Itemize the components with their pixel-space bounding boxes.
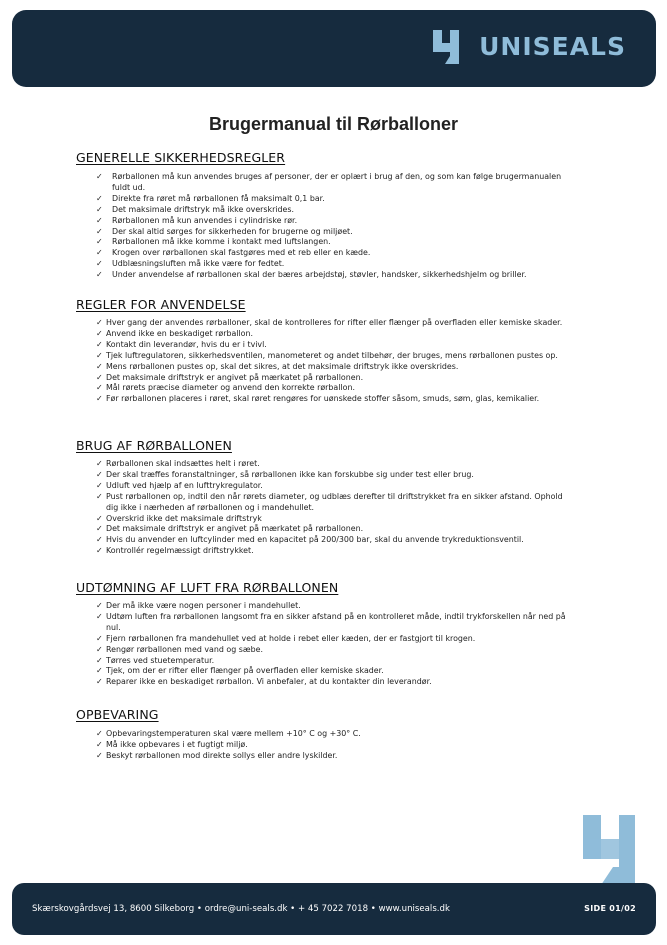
list-item-text: Tjek luftregulatoren, sikkerhedsventilen, manometeret og andet tilbehør, der bruges, mens rørballonen pustes op. — [106, 350, 558, 360]
list-item-text: Det maksimale driftstryk er angivet på mærkatet på rørballonen. — [106, 524, 364, 534]
list-item — [96, 524, 576, 535]
list-item — [96, 514, 576, 525]
checkmark-icon: ✓ — [96, 459, 103, 468]
checkmark-icon: ✓ — [96, 394, 103, 404]
checkmark-icon: ✓ — [96, 193, 103, 203]
checkmark-icon: ✓ — [96, 372, 103, 382]
list-item-text: Udtøm luften fra rørballonen langsomt fra en sikker afstand på en kontrolleret måde, indtil trykforskellen når ned på nul. — [106, 611, 566, 632]
rule-list — [96, 601, 576, 688]
rule-list — [96, 318, 576, 405]
list-item — [96, 270, 566, 281]
decorative-logo-mark — [583, 815, 657, 885]
list-item-text: Udblæsningsluften må ikke være for fedtet. — [112, 259, 285, 269]
section-balloon-use — [76, 438, 576, 557]
list-item — [96, 362, 576, 373]
list-item — [96, 677, 576, 688]
list-item — [96, 383, 576, 394]
section-heading: UDTØMNING AF LUFT FRA RØRBALLONEN — [76, 580, 339, 595]
list-item-text: Der skal træffes foranstaltninger, så rørballonen ikke kan forskubbe sig under test eller brug. — [106, 469, 474, 479]
footer-contact: Skærskovgårdsvej 13, 8600 Silkeborg • ordre@uni-seals.dk • + 45 7022 7018 • www.uniseals.dk — [32, 904, 450, 914]
checkmark-icon: ✓ — [96, 172, 103, 181]
list-item-text: Beskyt rørballonen mod direkte sollys eller andre lyskilder. — [106, 750, 338, 760]
list-item — [96, 470, 576, 481]
section-heading: OPBEVARING — [76, 707, 159, 722]
checkmark-icon: ✓ — [96, 328, 103, 338]
list-item — [96, 535, 576, 546]
checkmark-icon: ✓ — [96, 677, 103, 687]
section-general-safety — [76, 150, 576, 281]
checkmark-icon: ✓ — [96, 226, 103, 236]
checkmark-icon: ✓ — [96, 204, 103, 214]
list-item-text: Direkte fra røret må rørballonen få maksimalt 0,1 bar. — [112, 193, 325, 203]
checkmark-icon: ✓ — [96, 546, 103, 556]
rule-list — [96, 729, 576, 762]
list-item — [96, 329, 576, 340]
section-storage — [76, 707, 576, 762]
section-deflation — [76, 580, 576, 688]
uniseals-logo-icon — [433, 30, 471, 64]
checkmark-icon: ✓ — [96, 248, 103, 258]
list-item-text: Hver gang der anvendes rørballoner, skal de kontrolleres for rifter eller flænger på overfladen eller kemiske skader. — [106, 318, 563, 327]
list-item — [96, 227, 566, 238]
list-item-text: Reparer ikke en beskadiget rørballon. Vi anbefaler, at du kontakter din leverandør. — [106, 677, 432, 687]
list-item — [96, 351, 576, 362]
list-item-text: Rørballonen må kun anvendes bruges af personer, der er oplært i brug af den, og som kan følge brugermanualen fuldt ud. — [112, 172, 562, 192]
list-item-text: Hvis du anvender en luftcylinder med en kapacitet på 200/300 bar, skal du anvende trykreduktionsventil. — [106, 535, 524, 545]
list-item — [96, 216, 566, 227]
list-item — [96, 373, 576, 384]
list-item-text: Kontakt din leverandør, hvis du er i tvivl. — [106, 339, 267, 349]
list-item — [96, 248, 566, 259]
list-item-text: Rengør rørballonen med vand og sæbe. — [106, 644, 263, 654]
list-item — [96, 340, 576, 351]
checkmark-icon: ✓ — [96, 383, 103, 393]
list-item-text: Udluft ved hjælp af en lufttrykregulator. — [106, 480, 263, 490]
checkmark-icon: ✓ — [96, 339, 103, 349]
list-item — [96, 459, 576, 470]
checkmark-icon: ✓ — [96, 469, 103, 479]
checkmark-icon: ✓ — [96, 350, 103, 360]
checkmark-icon: ✓ — [96, 491, 103, 501]
checkmark-icon: ✓ — [96, 666, 103, 676]
checkmark-icon: ✓ — [96, 237, 103, 247]
list-item-text: Opbevaringstemperaturen skal være mellem +10° C og +30° C. — [106, 729, 361, 738]
list-item — [96, 729, 576, 740]
checkmark-icon: ✓ — [96, 318, 103, 327]
uniseals-logo — [433, 30, 626, 64]
checkmark-icon: ✓ — [96, 601, 103, 610]
checkmark-icon: ✓ — [96, 750, 103, 760]
checkmark-icon: ✓ — [96, 215, 103, 225]
list-item-text: Krogen over rørballonen skal fastgøres med et reb eller en kæde. — [112, 248, 371, 258]
list-item — [96, 492, 576, 514]
checkmark-icon: ✓ — [96, 259, 103, 269]
section-heading: REGLER FOR ANVENDELSE — [76, 297, 246, 312]
list-item — [96, 205, 566, 216]
rule-list — [96, 459, 576, 557]
list-item-text: Før rørballonen placeres i røret, skal røret rengøres for uønskede stoffer såsom, smuds, søm, glas, kemikalier. — [106, 394, 540, 404]
list-item — [96, 740, 576, 751]
list-item-text: Der skal altid sørges for sikkerheden for brugerne og miljøet. — [112, 226, 353, 236]
list-item-text: Fjern rørballonen fra mandehullet ved at holde i rebet eller kæden, der er fastgjort til krogen. — [106, 633, 476, 643]
checkmark-icon: ✓ — [96, 361, 103, 371]
section-heading: GENERELLE SIKKERHEDSREGLER — [76, 150, 286, 165]
list-item — [96, 318, 576, 329]
checkmark-icon: ✓ — [96, 633, 103, 643]
list-item — [96, 394, 576, 405]
checkmark-icon: ✓ — [96, 644, 103, 654]
list-item-text: Rørballonen må ikke komme i kontakt med luftslangen. — [112, 237, 331, 247]
page-footer — [12, 883, 656, 935]
checkmark-icon: ✓ — [96, 655, 103, 665]
page-title: Brugermanual til Rørballoner — [208, 114, 459, 134]
section-heading: BRUG AF RØRBALLONEN — [76, 438, 232, 453]
list-item — [96, 751, 576, 762]
list-item — [96, 645, 576, 656]
list-item — [96, 259, 566, 270]
list-item — [96, 172, 566, 194]
brand-name: UNISEALS — [479, 32, 626, 61]
list-item-text: Må ikke opbevares i et fugtigt miljø. — [106, 739, 248, 749]
checkmark-icon: ✓ — [96, 270, 103, 280]
list-item — [96, 546, 576, 557]
list-item-text: Kontrollér regelmæssigt driftstrykket. — [106, 546, 254, 556]
checkmark-icon: ✓ — [96, 729, 103, 738]
list-item — [96, 612, 576, 634]
section-usage-rules — [76, 297, 576, 405]
list-item-text: Mål rørets præcise diameter og anvend den korrekte rørballon. — [106, 383, 355, 393]
rule-list — [96, 172, 566, 281]
page-header — [12, 10, 656, 87]
list-item-text: Tørres ved stuetemperatur. — [106, 655, 215, 665]
list-item — [96, 634, 576, 645]
list-item-text: Mens rørballonen pustes op, skal det sikres, at det maksimale driftstryk ikke overskrides. — [106, 361, 459, 371]
list-item — [96, 666, 576, 677]
checkmark-icon: ✓ — [96, 739, 103, 749]
list-item-text: Tjek, om der er rifter eller flænger på overfladen eller kemiske skader. — [106, 666, 384, 676]
list-item-text: Anvend ikke en beskadiget rørballon. — [106, 328, 254, 338]
list-item — [96, 194, 566, 205]
page-number: SIDE 01/02 — [584, 904, 636, 913]
list-item — [96, 601, 576, 612]
list-item-text: Rørballonen skal indsættes helt i røret. — [106, 459, 260, 468]
checkmark-icon: ✓ — [96, 524, 103, 534]
list-item — [96, 237, 566, 248]
list-item-text: Det maksimale driftstryk er angivet på mærkatet på rørballonen. — [106, 372, 364, 382]
list-item-text: Rørballonen må kun anvendes i cylindriske rør. — [112, 215, 298, 225]
list-item-text: Der må ikke være nogen personer i mandehullet. — [106, 601, 301, 610]
checkmark-icon: ✓ — [96, 611, 103, 621]
checkmark-icon: ✓ — [96, 513, 103, 523]
list-item — [96, 656, 576, 667]
list-item — [96, 481, 576, 492]
list-item-text: Overskrid ikke det maksimale driftstryk — [106, 513, 262, 523]
checkmark-icon: ✓ — [96, 535, 103, 545]
list-item-text: Pust rørballonen op, indtil den når rørets diameter, og udblæs derefter til driftstrykket fra en sikker afstand. Ophold dig ikke i nærheden af rørballonen og i mandehullet. — [106, 491, 563, 512]
checkmark-icon: ✓ — [96, 480, 103, 490]
list-item-text: Det maksimale driftstryk må ikke overskrides. — [112, 204, 295, 214]
list-item-text: Under anvendelse af rørballonen skal der bæres arbejdstøj, støvler, handsker, sikkerhedshjelm og briller. — [112, 270, 527, 280]
